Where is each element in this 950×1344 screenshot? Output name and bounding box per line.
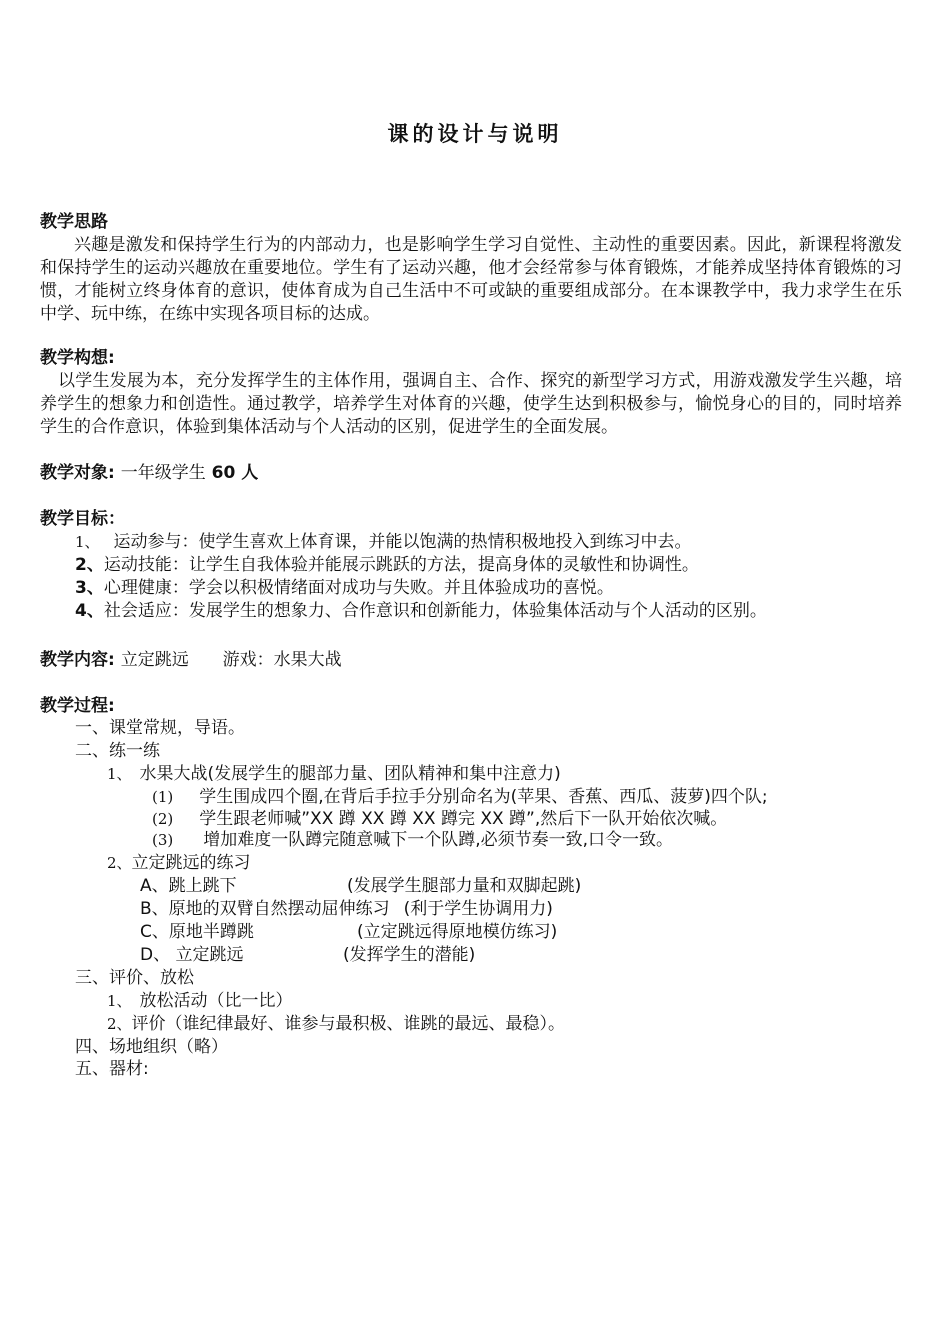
target-count: 60 <box>211 463 236 483</box>
heading-teaching-process: 教学过程: <box>40 696 115 716</box>
practice-note: (立定跳远得原地模仿练习) <box>357 922 558 942</box>
goal-item <box>75 531 692 554</box>
heading-teaching-concept: 教学构想: <box>40 348 115 368</box>
sub-num: 2、 <box>107 854 132 872</box>
heading-teaching-content <box>40 649 342 672</box>
practice-note: (利于学生协调用力) <box>403 899 553 919</box>
content-game: 游戏：水果大战 <box>222 650 342 670</box>
detail-num: (3) <box>152 831 174 849</box>
teaching-idea-text: 兴趣是激发和保持学生行为的内部动力，也是影响学生学习自觉性、主动性的重要因素。因此，新课程将激发和保持学生的运动兴趣放在重要地位。学生有了运动兴趣，他才会经常参与体育锻炼，才能养成坚持体育锻炼的习惯，才能树立终身体育的意识，使体育成为自己生活中不可或缺的重要组成部分。在本课教学中，我力求学生在乐中学、玩中练，在练中实现各项目标的达成。 <box>40 235 902 324</box>
practice-label: A、跳上跳下 <box>140 876 237 896</box>
practice-item <box>140 921 254 944</box>
content-label: 教学内容: <box>40 650 115 670</box>
goal-item <box>75 554 699 577</box>
goal-item <box>75 577 614 600</box>
goal-text: 运动参与：使学生喜欢上体育课，并能以饱满的热情积极地投入到练习中去。 <box>113 532 692 552</box>
target-unit: 人 <box>241 463 259 483</box>
content-value: 立定跳远 <box>120 650 189 670</box>
detail-text: 学生跟老师喊”XX 蹲 XX 蹲 XX 蹲完 XX 蹲”,然后下一队开始依次喊。 <box>199 809 728 829</box>
process-detail-item <box>152 808 727 831</box>
heading-teaching-idea: 教学思路 <box>40 212 108 232</box>
practice-item <box>140 875 237 898</box>
process-step-2: 二、练一练 <box>75 741 160 761</box>
goal-item <box>75 600 767 623</box>
process-step-3: 三、评价、放松 <box>75 968 194 988</box>
sub-text: 水果大战(发展学生的腿部力量、团队精神和集中注意力) <box>139 764 561 784</box>
sub-text: 放松活动（比一比） <box>139 991 293 1011</box>
sub-text: 评价（谁纪律最好、谁参与最积极、谁跳的最远、最稳）。 <box>131 1014 566 1034</box>
detail-num: (2) <box>152 810 174 828</box>
process-sub-item <box>107 763 561 786</box>
process-detail-item <box>152 829 673 852</box>
page-title: 课的设计与说明 <box>387 122 563 146</box>
detail-text: 增加难度一队蹲完随意喊下一个队蹲,必须节奏一致,口令一致。 <box>203 830 674 850</box>
sub-num: 1、 <box>107 765 132 783</box>
detail-num: (1) <box>152 788 174 806</box>
goal-text: 社会适应：发展学生的想象力、合作意识和创新能力，体验集体活动与个人活动的区别。 <box>103 601 767 621</box>
heading-teaching-goals: 教学目标： <box>40 509 125 529</box>
practice-note: (发挥学生的潜能) <box>343 945 476 965</box>
teaching-concept-text: 以学生发展为本，充分发挥学生的主体作用，强调自主、合作、探究的新型学习方式，用游戏激发学生兴趣，培养学生的想象力和创造性。通过教学，培养学生对体育的兴趣，使学生达到积极参与，愉悦身心的目的，同时培养学生的合作意识，体验到集体活动与个人活动的区别，促进学生的全面发展。 <box>40 371 902 437</box>
sub-num: 1、 <box>107 992 132 1010</box>
practice-note: (发展学生腿部力量和双脚起跳) <box>347 876 582 896</box>
goal-text: 心理健康：学会以积极情绪面对成功与失败。并且体验成功的喜悦。 <box>103 578 614 598</box>
sub-num: 2、 <box>107 1015 132 1033</box>
process-step-1: 一、课堂常规，导语。 <box>75 718 245 738</box>
process-detail-item <box>152 786 768 809</box>
process-step-5: 五、器材: <box>75 1059 149 1079</box>
goal-num: 1、 <box>75 533 100 551</box>
practice-label: C、原地半蹲跳 <box>140 922 254 942</box>
practice-item <box>140 944 244 967</box>
target-value: 一年级学生 <box>120 463 206 483</box>
practice-item <box>140 898 553 921</box>
process-sub-item <box>107 1013 565 1036</box>
heading-teaching-target <box>40 462 258 485</box>
goal-num: 2、 <box>75 555 104 575</box>
process-sub-item <box>107 990 293 1013</box>
goal-num: 3、 <box>75 578 104 598</box>
sub-text: 立定跳远的练习 <box>131 853 251 873</box>
process-sub-item <box>107 852 251 875</box>
goal-text: 运动技能：让学生自我体验并能展示跳跃的方法，提高身体的灵敏性和协调性。 <box>103 555 699 575</box>
process-step-4: 四、场地组织（略） <box>75 1037 228 1057</box>
goal-num: 4、 <box>75 601 104 621</box>
target-label: 教学对象: <box>40 463 115 483</box>
practice-label: B、原地的双臂自然摆动屈伸练习 <box>140 899 390 919</box>
practice-label: D、 立定跳远 <box>140 945 244 965</box>
detail-text: 学生围成四个圈,在背后手拉手分别命名为(苹果、香蕉、西瓜、菠萝)四个队; <box>199 787 768 807</box>
